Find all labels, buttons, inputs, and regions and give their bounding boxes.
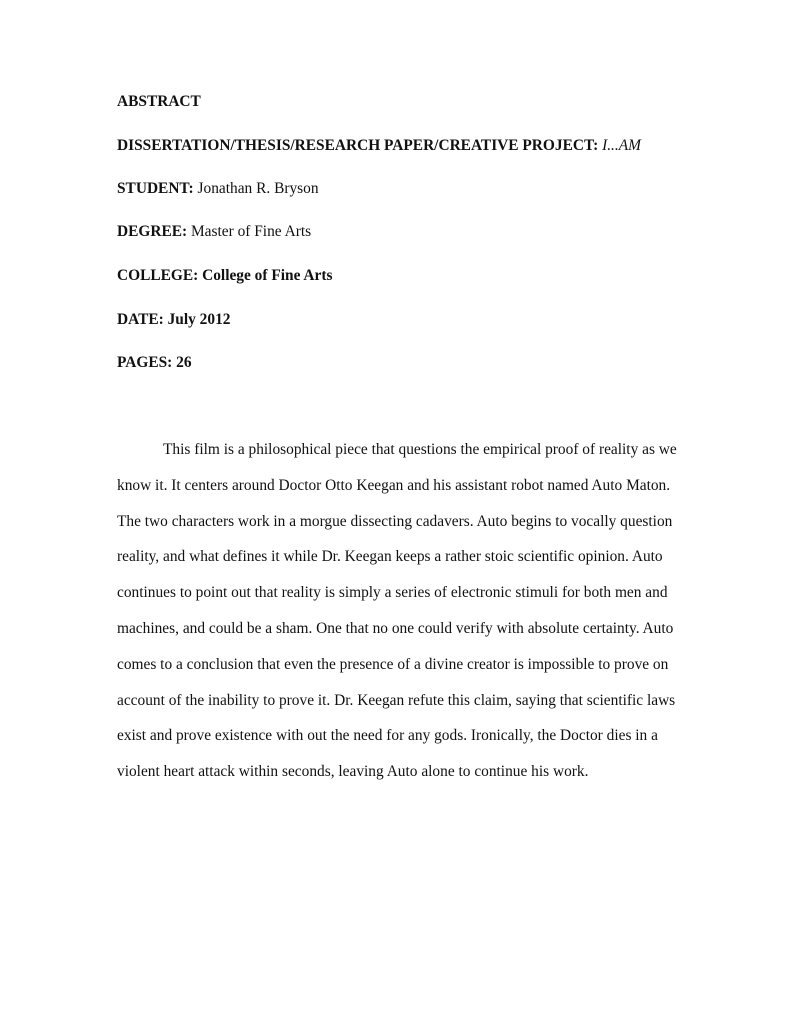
project-line: [117, 136, 641, 156]
date-label: DATE:: [117, 311, 164, 328]
paragraph-line: comes to a conclusion that even the presence of a divine creator is impossible to prove on: [117, 655, 669, 673]
pages-line: [117, 353, 192, 373]
student-value: Jonathan R. Bryson: [197, 180, 319, 197]
student-label: STUDENT:: [117, 180, 194, 197]
college-label: COLLEGE:: [117, 267, 199, 284]
abstract-paragraph: [117, 438, 697, 796]
paragraph-line: machines, and could be a sham. One that no one could verify with absolute certainty. Auto: [117, 619, 674, 637]
paragraph-line: violent heart attack within seconds, leaving Auto alone to continue his work.: [117, 763, 589, 781]
paragraph-line: know it. It centers around Doctor Otto Keegan and his assistant robot named Auto Maton.: [117, 476, 671, 494]
college-value: College of Fine Arts: [202, 267, 333, 284]
project-title: I...AM: [602, 137, 641, 154]
degree-line: [117, 222, 311, 242]
student-line: [117, 179, 319, 199]
date-line: [117, 310, 230, 330]
paragraph-line: exist and prove existence with out the need for any gods. Ironically, the Doctor dies in a: [117, 727, 658, 745]
date-value: July 2012: [167, 311, 231, 328]
degree-label: DEGREE:: [117, 223, 188, 240]
abstract-heading: ABSTRACT: [117, 93, 201, 110]
paragraph-line: This film is a philosophical piece that questions the empirical proof of reality as we: [163, 441, 677, 458]
degree-value: Master of Fine Arts: [190, 223, 312, 240]
project-label: DISSERTATION/THESIS/RESEARCH PAPER/CREATIVE PROJECT:: [117, 137, 599, 154]
paragraph-line: reality, and what defines it while Dr. Keegan keeps a rather stoic scientific opinion. Auto: [117, 548, 663, 566]
paragraph-line: account of the inability to prove it. Dr. Keegan refute this claim, saying that scientific laws: [117, 691, 676, 709]
pages-label: PAGES:: [117, 354, 173, 371]
pages-value: 26: [176, 354, 192, 371]
paragraph-line: The two characters work in a morgue dissecting cadavers. Auto begins to vocally question: [117, 512, 673, 530]
paragraph-line: continues to point out that reality is simply a series of electronic stimuli for both men and: [117, 584, 668, 602]
college-line: [117, 266, 332, 286]
